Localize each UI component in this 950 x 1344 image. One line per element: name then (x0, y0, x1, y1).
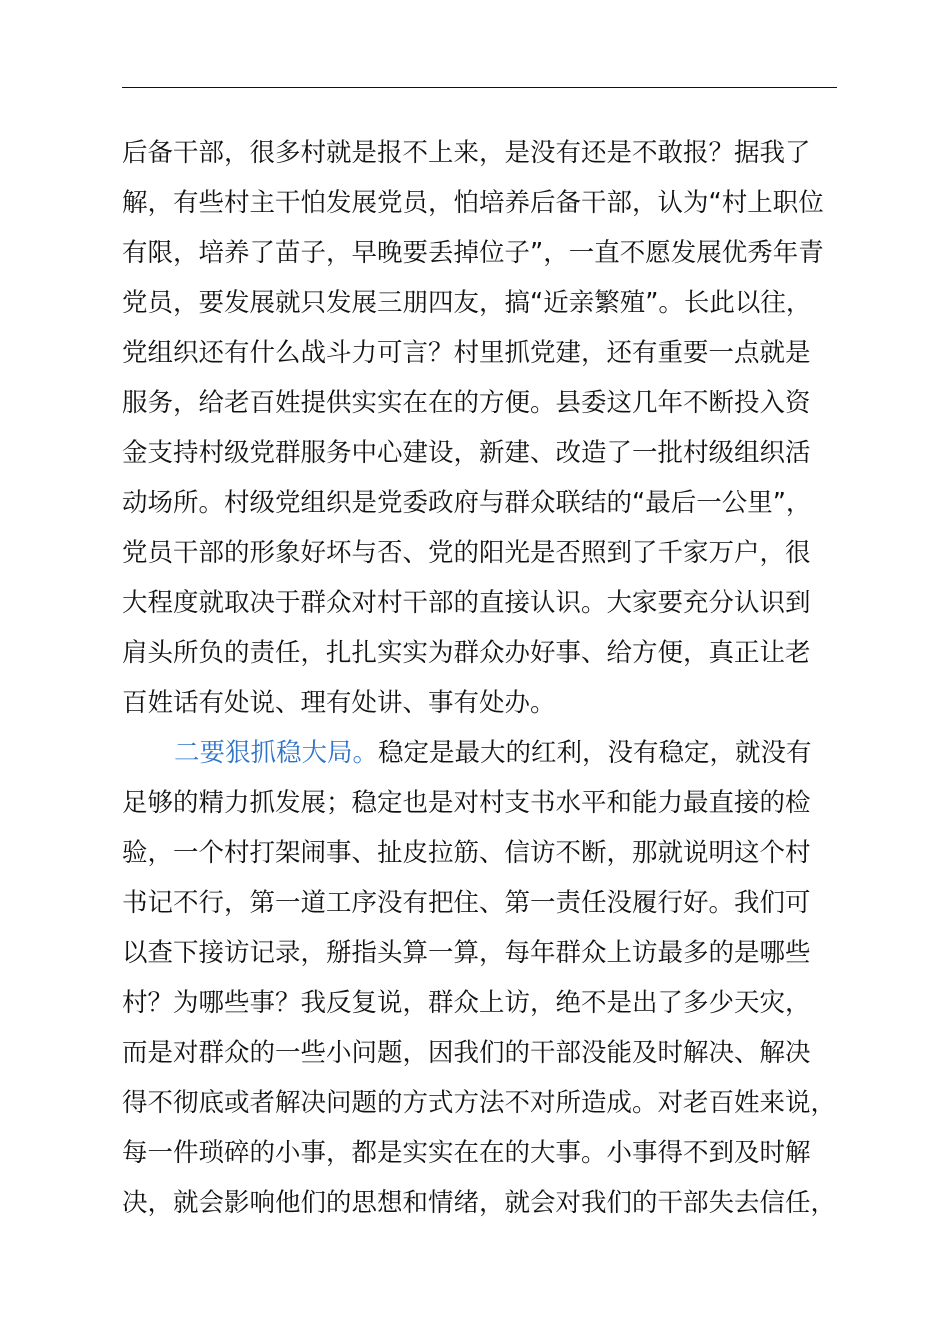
paragraph-line: 书记不行，第一道工序没有把住、第一责任没履行好。我们可 (122, 888, 811, 918)
paragraph-1 (122, 128, 862, 728)
paragraph-line: 党组织还有什么战斗力可言？村里抓党建，还有重要一点就是 (122, 338, 811, 368)
paragraph-line: 而是对群众的一些小问题，因我们的干部没能及时解决、解决 (122, 1038, 811, 1068)
paragraph-line: 以查下接访记录，掰指头算一算，每年群众上访最多的是哪些 (122, 938, 811, 968)
paragraph-line: 肩头所负的责任，扎扎实实为群众办好事、给方便，真正让老 (122, 638, 811, 668)
paragraph-line: 得不彻底或者解决问题的方式方法不对所造成。对老百姓来说， (122, 1088, 837, 1118)
paragraph-line: 验，一个村打架闹事、扯皮拉筋、信访不断，那就说明这个村 (122, 838, 811, 868)
paragraph-first-line (122, 728, 862, 778)
paragraph-line: 村？为哪些事？我反复说，群众上访，绝不是出了多少天灾， (122, 988, 811, 1018)
section-heading: 二要狠抓稳大局。 (174, 738, 379, 768)
header-rule (122, 87, 837, 88)
paragraph-line: 后备干部，很多村就是报不上来，是没有还是不敢报？据我了 (122, 138, 811, 168)
paragraph-line: 解，有些村主干怕发展党员，怕培养后备干部，认为“村上职位 (122, 188, 824, 218)
paragraph-line: 党员干部的形象好坏与否、党的阳光是否照到了千家万户，很 (122, 538, 811, 568)
paragraph-line: 大程度就取决于群众对村干部的直接认识。大家要充分认识到 (122, 588, 811, 618)
paragraph-line: 每一件琐碎的小事，都是实实在在的大事。小事得不到及时解 (122, 1138, 811, 1168)
paragraph-line: 金支持村级党群服务中心建设，新建、改造了一批村级组织活 (122, 438, 811, 468)
paragraph-line: 党员，要发展就只发展三朋四友，搞“近亲繁殖”。长此以往， (122, 288, 812, 318)
paragraph-line: 服务，给老百姓提供实实在在的方便。县委这几年不断投入资 (122, 388, 811, 418)
document-body (122, 128, 862, 1228)
paragraph-line: 足够的精力抓发展；稳定也是对村支书水平和能力最直接的检 (122, 788, 811, 818)
paragraph-2 (122, 728, 862, 1228)
paragraph-line: 有限，培养了苗子，早晚要丢掉位子”，一直不愿发展优秀年青 (122, 238, 824, 268)
paragraph-text: 稳定是最大的红利，没有稳定，就没有 (378, 738, 812, 768)
paragraph-line: 决，就会影响他们的思想和情绪，就会对我们的干部失去信任， (122, 1188, 837, 1218)
paragraph-line: 百姓话有处说、理有处讲、事有处办。 (122, 688, 556, 718)
paragraph-line: 动场所。村级党组织是党委政府与群众联结的“最后一公里”， (122, 488, 812, 518)
